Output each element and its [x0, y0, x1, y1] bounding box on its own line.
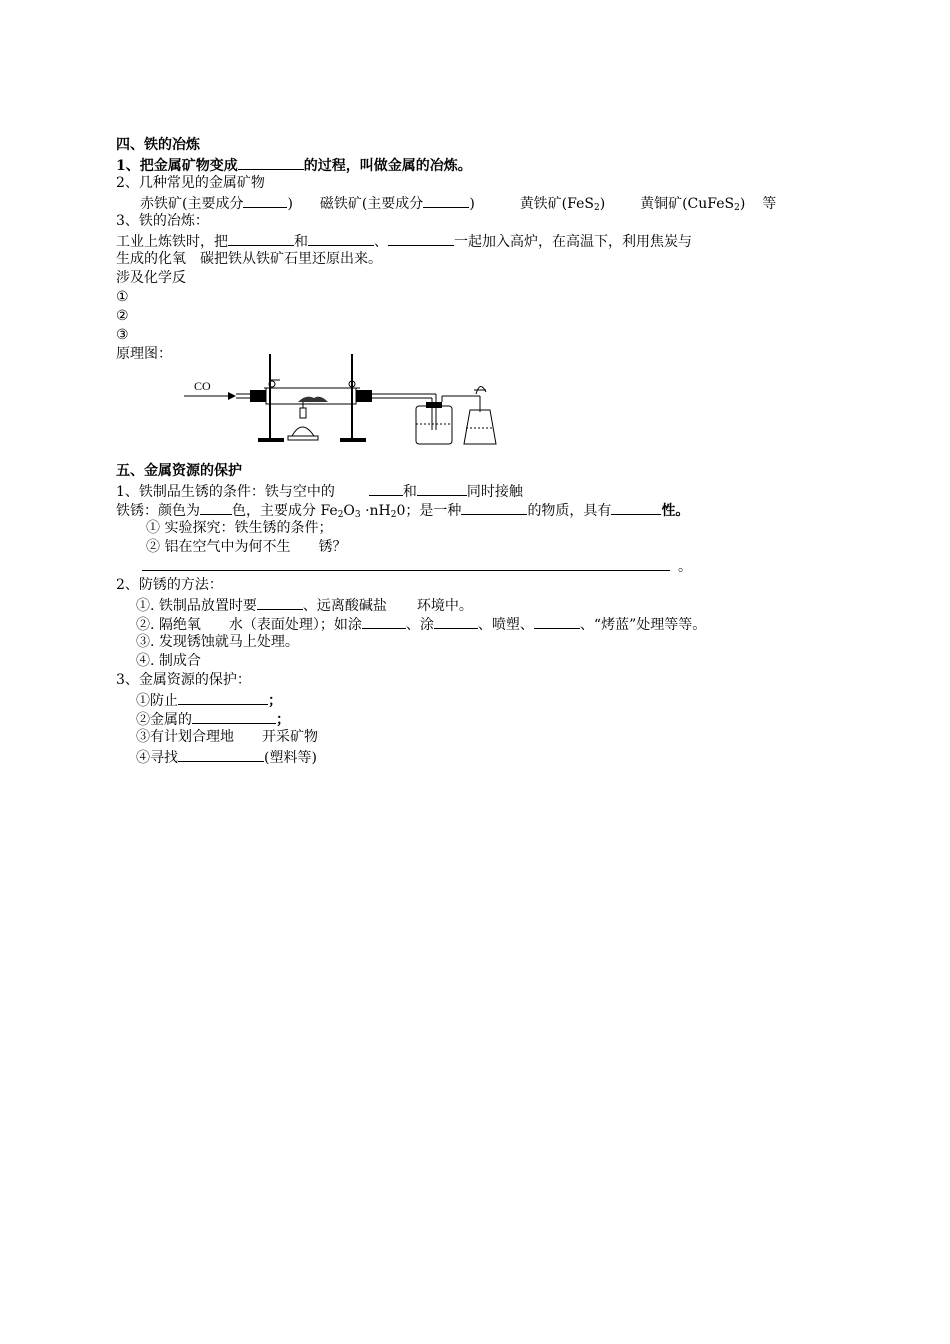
co-label: CO	[194, 379, 211, 393]
q1-line: 1、把金属矿物变成 的过程，叫做金属的冶炼。	[116, 155, 472, 175]
blank[interactable]	[178, 747, 264, 762]
blank[interactable]	[423, 193, 469, 208]
blank[interactable]	[362, 614, 406, 629]
rust-condition-line: 1、铁制品生锈的条件：铁与空中的 和 同时接触	[116, 481, 523, 501]
blank[interactable]	[388, 231, 454, 246]
blank[interactable]	[434, 614, 478, 629]
blank[interactable]	[238, 155, 304, 170]
q3-line: 3、铁的冶炼：	[116, 213, 209, 229]
blank[interactable]	[243, 193, 287, 208]
reaction-1: ①	[116, 289, 129, 305]
q2-line: 2、几种常见的金属矿物	[116, 175, 265, 191]
method-1: ①. 铁制品放置时要 、远离酸碱盐 环境中。	[136, 595, 473, 615]
industry-line-2: 生成的化氧 碳把铁从铁矿石里还原出来。	[116, 251, 382, 267]
blank[interactable]	[417, 481, 467, 496]
method-3: ③. 发现锈蚀就马上处理。	[136, 634, 299, 650]
protection-1: ①防止 ；	[136, 690, 282, 710]
rust-line: 铁锈：颜色为 色，主要成分 $Fe_2O_3 \cdot nH_20$；是一种 的物质，具有 性。	[116, 500, 689, 524]
section4-heading: 四、铁的冶炼	[116, 137, 200, 153]
blank[interactable]	[611, 500, 661, 515]
industry-line: 工业上炼铁时，把 和 、 一起加入高炉，在高温下，利用焦炭与	[116, 231, 692, 251]
blank[interactable]	[308, 231, 374, 246]
blank[interactable]	[534, 614, 580, 629]
ores-line: 赤铁矿(主要成分 ) 磁铁矿(主要成分 ) 黄铁矿(FeS$_2$) 黄铜矿(CuFeS$_2$) 等	[140, 193, 776, 217]
method-4: ④. 制成合	[136, 653, 201, 669]
reactions-label: 涉及化学反	[116, 270, 186, 286]
experiment-line: ① 实验探究：铁生锈的条件；	[146, 520, 333, 536]
blank[interactable]	[192, 709, 276, 724]
protection-2: ②金属的 ；	[136, 709, 290, 729]
diagram-label: 原理图：	[116, 346, 172, 362]
blank[interactable]	[461, 500, 527, 515]
protection-heading: 3、金属资源的保护：	[116, 672, 251, 688]
apparatus-diagram	[180, 350, 520, 450]
aluminium-question: ② 铝在空气中为何不生 锈？	[146, 539, 347, 555]
answer-rule[interactable]	[142, 570, 670, 571]
prevention-heading: 2、防锈的方法：	[116, 577, 223, 593]
protection-3: ③有计划合理地 开采矿物	[136, 729, 318, 745]
answer-period: 。	[678, 559, 692, 575]
blank[interactable]	[200, 500, 232, 515]
protection-4: ④寻找 (塑料等)	[136, 747, 317, 767]
method-2: ②. 隔绝氧 水（表面处理）；如涂 、涂 、喷塑、 、“烤蓝”处理等等。	[136, 614, 706, 634]
reaction-2: ②	[116, 308, 129, 324]
blank[interactable]	[228, 231, 294, 246]
blank[interactable]	[369, 481, 403, 496]
blank[interactable]	[178, 690, 268, 705]
blank[interactable]	[257, 595, 303, 610]
reaction-3: ③	[116, 327, 129, 343]
section5-heading: 五、金属资源的保护	[116, 463, 242, 479]
